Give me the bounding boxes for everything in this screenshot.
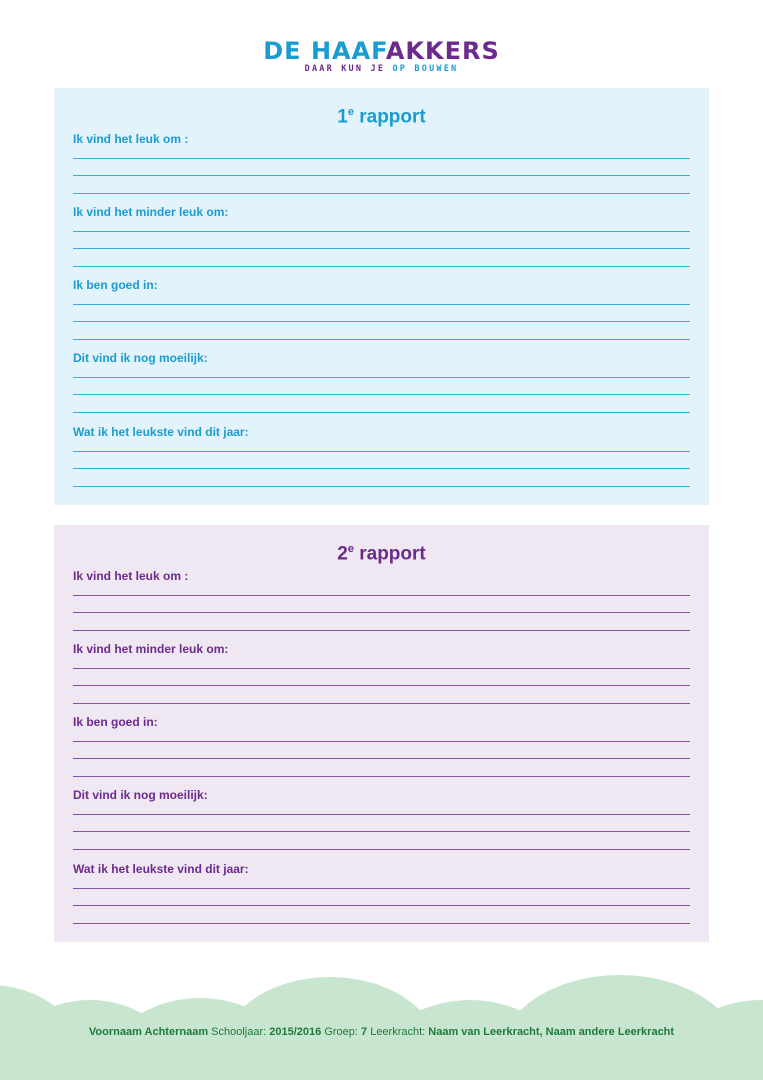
groep-value: 7 [361,1026,368,1038]
question-label: Dit vind ik nog moeilijk: [73,351,208,365]
answer-line[interactable] [73,923,690,924]
answer-line[interactable] [73,231,690,232]
answer-line[interactable] [73,831,690,832]
answer-line[interactable] [73,412,690,413]
report-1-question-4 [73,351,690,421]
question-label: Wat ik het leukste vind dit jaar: [73,862,249,876]
tagline-part-2: OP BOUWEN [392,64,459,74]
leerkracht-label: Leerkracht: [367,1026,429,1038]
answer-line[interactable] [73,266,690,267]
answer-line[interactable] [73,703,690,704]
question-label: Wat ik het leukste vind dit jaar: [73,425,249,439]
report-2-question-3 [73,715,690,785]
leerkracht-value: Naam van Leerkracht, Naam andere Leerkracht [428,1026,675,1038]
answer-line[interactable] [73,814,690,815]
answer-line[interactable] [73,304,690,305]
tagline-part-1: DAAR KUN JE [304,64,386,74]
question-label: Ik ben goed in: [73,278,158,292]
report-2-panel [54,525,709,942]
answer-line[interactable] [73,321,690,322]
answer-line[interactable] [73,668,690,669]
answer-line[interactable] [73,468,690,469]
report-1-question-1 [73,132,690,202]
report-1-question-2 [73,205,690,275]
answer-line[interactable] [73,193,690,194]
answer-line[interactable] [73,595,690,596]
report-1-question-5 [73,425,690,495]
report-1-panel [54,88,709,505]
answer-line[interactable] [73,486,690,487]
answer-line[interactable] [73,741,690,742]
answer-line[interactable] [73,849,690,850]
logo-akkers: AKKERS [385,37,500,65]
answer-line[interactable] [73,776,690,777]
answer-line[interactable] [73,394,690,395]
report-2-title: 2e rapport [337,543,426,565]
answer-line[interactable] [73,630,690,631]
answer-line[interactable] [73,175,690,176]
schooljaar-label: Schooljaar: [208,1026,270,1038]
answer-line[interactable] [73,888,690,889]
answer-line[interactable] [73,451,690,452]
answer-line[interactable] [73,685,690,686]
cloud-decoration [0,970,763,1080]
question-label: Ik vind het minder leuk om: [73,205,229,219]
answer-line[interactable] [73,158,690,159]
answer-line[interactable] [73,758,690,759]
footer-info [0,1026,763,1038]
answer-line[interactable] [73,612,690,613]
report-2-question-5 [73,862,690,932]
logo-de: DE [263,37,302,65]
question-label: Ik ben goed in: [73,715,158,729]
logo-wordmark [0,38,763,64]
report-2-question-1 [73,569,690,639]
school-logo [0,38,763,74]
logo-haaf: HAAF [310,37,386,65]
student-name: Voornaam Achternaam [88,1026,209,1038]
question-label: Ik vind het leuk om : [73,569,189,583]
report-1-title: 1e rapport [337,106,426,128]
answer-line[interactable] [73,377,690,378]
answer-line[interactable] [73,248,690,249]
logo-tagline [0,64,763,74]
answer-line[interactable] [73,905,690,906]
report-2-question-2 [73,642,690,712]
question-label: Ik vind het minder leuk om: [73,642,229,656]
groep-label: Groep: [321,1026,362,1038]
report-2-question-4 [73,788,690,858]
report-1-question-3 [73,278,690,348]
answer-line[interactable] [73,339,690,340]
question-label: Dit vind ik nog moeilijk: [73,788,208,802]
schooljaar-value: 2015/2016 [269,1026,322,1038]
question-label: Ik vind het leuk om : [73,132,189,146]
